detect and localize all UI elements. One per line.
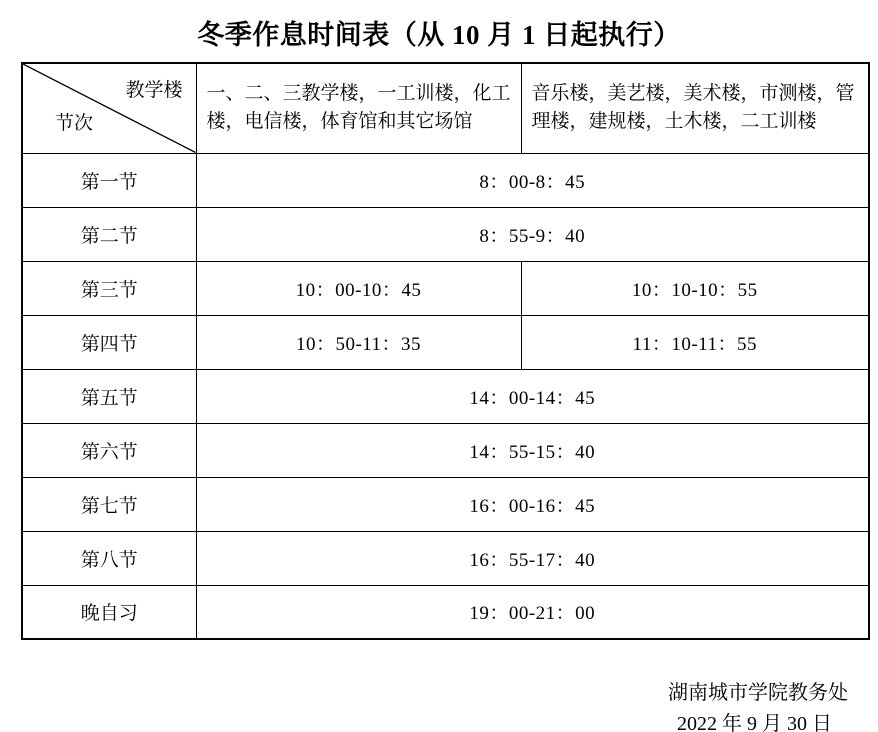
page-title: 冬季作息时间表（从 10 月 1 日起执行） — [197, 20, 681, 50]
column-header-building-group-a: 一、二、三教学楼，一工训楼，化工楼，电信楼，体育馆和其它场馆 — [196, 63, 521, 153]
period-label: 第一节 — [22, 153, 196, 207]
table-row-period-6 — [22, 423, 869, 477]
time-cell: 8：00-8：45 — [196, 153, 869, 207]
table-row-period-2 — [22, 207, 869, 261]
time-cell-group-b: 11：10-11：55 — [521, 315, 869, 369]
period-label: 晚自习 — [22, 585, 196, 639]
period-label: 第七节 — [22, 477, 196, 531]
period-label: 第五节 — [22, 369, 196, 423]
time-cell: 14：00-14：45 — [196, 369, 869, 423]
footer-date: 2022 年 9 月 30 日 — [677, 713, 832, 732]
time-cell: 8：55-9：40 — [196, 207, 869, 261]
footer-department: 湖南城市学院教务处 — [668, 682, 848, 704]
table-row-period-8 — [22, 531, 869, 585]
period-label: 第三节 — [22, 261, 196, 315]
table-row-period-5 — [22, 369, 869, 423]
footer-signature — [0, 678, 878, 732]
time-cell-group-b: 10：10-10：55 — [521, 261, 869, 315]
corner-label-building: 教学楼 — [125, 80, 183, 101]
period-label: 第八节 — [22, 531, 196, 585]
time-cell: 19：00-21：00 — [196, 585, 869, 639]
time-cell-group-a: 10：00-10：45 — [196, 261, 521, 315]
table-row-period-4 — [22, 315, 869, 369]
period-label: 第六节 — [22, 423, 196, 477]
schedule-table — [21, 62, 870, 640]
table-row-period-7 — [22, 477, 869, 531]
table-row-period-1 — [22, 153, 869, 207]
column-header-building-group-b: 音乐楼，美艺楼，美术楼，市测楼，管理楼，建规楼，土木楼，二工训楼 — [521, 63, 869, 153]
period-label: 第二节 — [22, 207, 196, 261]
corner-label-period: 节次 — [55, 112, 94, 134]
time-cell: 16：00-16：45 — [196, 477, 869, 531]
period-label: 第四节 — [22, 315, 196, 369]
time-cell: 14：55-15：40 — [196, 423, 869, 477]
table-header-row — [22, 63, 869, 153]
time-cell-group-a: 10：50-11：35 — [196, 315, 521, 369]
corner-header-cell — [22, 63, 196, 153]
table-row-period-3 — [22, 261, 869, 315]
time-cell: 16：55-17：40 — [196, 531, 869, 585]
table-row-evening-study — [22, 585, 869, 639]
